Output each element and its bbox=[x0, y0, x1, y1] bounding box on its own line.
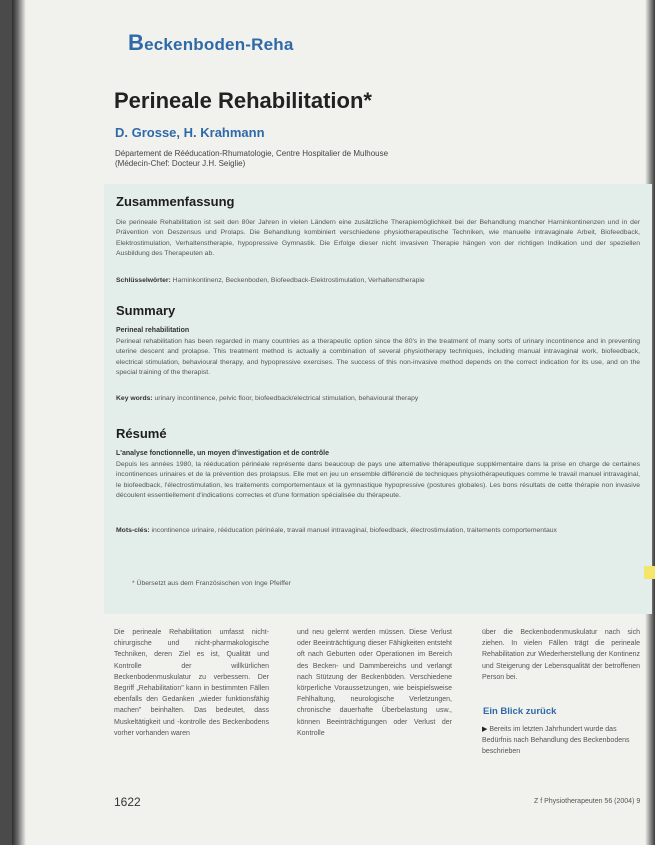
abstract-box bbox=[104, 184, 652, 614]
body-column-1: Die perineale Rehabilitation umfasst nicht-chirurgische und nicht-pharmakologische Techniken, deren Ziel es ist, Qualität und Kontrolle der willkürlichen Beckenbodenmuskulatur zu verbessern. Der Begriff „Rehabilitation" kann in bestimmten Fällen ebenfalls den Gedanken „wieder funktionsfähig machen" beinhalten. Das bedeutet, dass Muskeltätigkeit und -kontrolle des Beckenbodens vorher vorhanden waren bbox=[114, 629, 269, 737]
abstract-en-text: Perineal rehabilitation has been regarded in many countries as a therapeutic option since the 80's in the treatment of many sorts of urinary incontinence and in preventing uterine descent and prolapse. This treatment method is actually a combination of several physiotherapy techniques, including manual intravaginal work, biofeedback, electrical stimulation, behavioural therapy, and hypopressive exercises. The success of this non-invasive method depends on the correct indication for its use, and on the special training of the therapist. bbox=[116, 338, 640, 377]
article-affiliation bbox=[115, 149, 535, 169]
body-column-3: über die Beckenbodenmuskulatur nach sich ziehen. In vielen Fällen trägt die perineale Rehabilitation zur Wiederherstellung der Kontinenz und Steigerung der Lebensqualität der betroffenen Person bei. bbox=[482, 629, 640, 681]
abstract-en-keywords bbox=[116, 394, 640, 404]
abstract-fr-keywords bbox=[116, 526, 640, 536]
journal-citation: Z f Physiotherapeuten 56 (2004) 9 bbox=[534, 798, 641, 805]
abstract-en-keywords-text: urinary incontinence, pelvic floor, biofeedback/electrical stimulation, behavioural therapy bbox=[154, 395, 419, 402]
section-heading-ein-blick: Ein Blick zurück bbox=[483, 706, 557, 717]
body-column-4 bbox=[482, 724, 637, 758]
abstract-fr-heading: Résumé bbox=[116, 426, 167, 441]
article-authors: D. Grosse, H. Krahmann bbox=[115, 125, 265, 140]
abstract-de-keywords bbox=[116, 276, 640, 286]
article-title: Perineale Rehabilitation* bbox=[114, 88, 372, 113]
affiliation-line-2: (Médecin-Chef: Docteur J.H. Seiglie) bbox=[115, 159, 246, 168]
abstract-fr-keywords-label: Mots-clés: bbox=[116, 527, 150, 534]
section-label bbox=[128, 30, 294, 56]
abstract-fr-subtitle: L'analyse fonctionnelle, un moyen d'investigation et de contrôle bbox=[116, 450, 329, 457]
abstract-en-subtitle: Perineal rehabilitation bbox=[116, 327, 190, 334]
abstract-de-keywords-label: Schlüsselwörter: bbox=[116, 277, 171, 284]
abstract-fr-keywords-text: incontinence urinaire, rééducation périnéale, travail manuel intravaginal, biofeedback, électrostimulation, traitements comportementaux bbox=[151, 527, 557, 534]
page-number: 1622 bbox=[114, 795, 141, 809]
translation-footnote: * Übersetzt aus dem Französischen von Inge Pfeiffer bbox=[132, 580, 291, 587]
section-label-initial: B bbox=[128, 30, 145, 55]
body-column-4-text: Bereits im letzten Jahrhundert wurde das Bedürfnis nach Behandlung des Beckenbodens beschrieben bbox=[482, 726, 630, 756]
sticky-note-tab bbox=[644, 566, 655, 579]
abstract-en-heading: Summary bbox=[116, 303, 176, 318]
abstract-en-keywords-label: Key words: bbox=[116, 395, 153, 402]
binding-shadow bbox=[12, 0, 26, 845]
abstract-fr-text: Depuis les années 1980, la rééducation périnéale représente dans beaucoup de pays une alternative thérapeutique supplémentaire dans la prise en charge de certaines incontinences urinaires et de la prévention des prolapsus. Elle met en jeu un ensemble différencié de techniques physiothérapeutiques comme le travail manuel intravaginal, le biofeedback, l'électrostimulation, les traitements comportementaux et la gymnastique hypopressive (postures globales). Les bons résultats de cette thérapie non invasive découlent essentiellement d'indications correctes et d'une formation spécialisée du thérapeute. bbox=[116, 461, 640, 500]
affiliation-line-1: Département de Rééducation-Rhumatologie, Centre Hospitalier de Mulhouse bbox=[115, 149, 389, 158]
body-column-2: und neu gelernt werden müssen. Diese Verlust oder Beeinträchtigung dieser Fähigkeiten entsteht oft nach Geburten oder Operationen im Bereich des Becken- und Dammbereichs und verlangt nach Stützung der Beckenböden. Verschiedene körperliche Voraussetzungen, wie beispielsweise Fehlhaltung, neurologische Verletzungen, chronische dauerhafte Überbelastung usw., können Beeinträchtigungen oder Verlust der Kontrolle bbox=[297, 629, 452, 737]
abstract-de-text: Die perineale Rehabilitation ist seit den 80er Jahren in vielen Ländern eine zusätzliche Therapiemöglichkeit bei der Behandlung mancher Harninkontinenzen und in der Prävention von Deszensus und Prolaps. Die Behandlung kombiniert verschiedene physiotherapeutische Techniken, wie manuelle intravaginale Arbeit, Biofeedback, Elektrostimulation, Verhaltenstherapie, hypopressive Gymnastik. Die Erfolge dieser nicht invasiven Therapie hängen von der richtigen Indikation und der speziellen Ausbildung des Therapeuten ab. bbox=[116, 219, 640, 258]
bullet-arrow-icon: ▶ bbox=[482, 726, 488, 733]
document-page bbox=[12, 0, 655, 845]
abstract-de-keywords-text: Harninkontinenz, Beckenboden, Biofeedback-Elektrostimulation, Verhaltenstherapie bbox=[172, 277, 425, 284]
abstract-de-heading: Zusammenfassung bbox=[116, 194, 235, 209]
section-label-rest: eckenboden-Reha bbox=[144, 35, 294, 54]
